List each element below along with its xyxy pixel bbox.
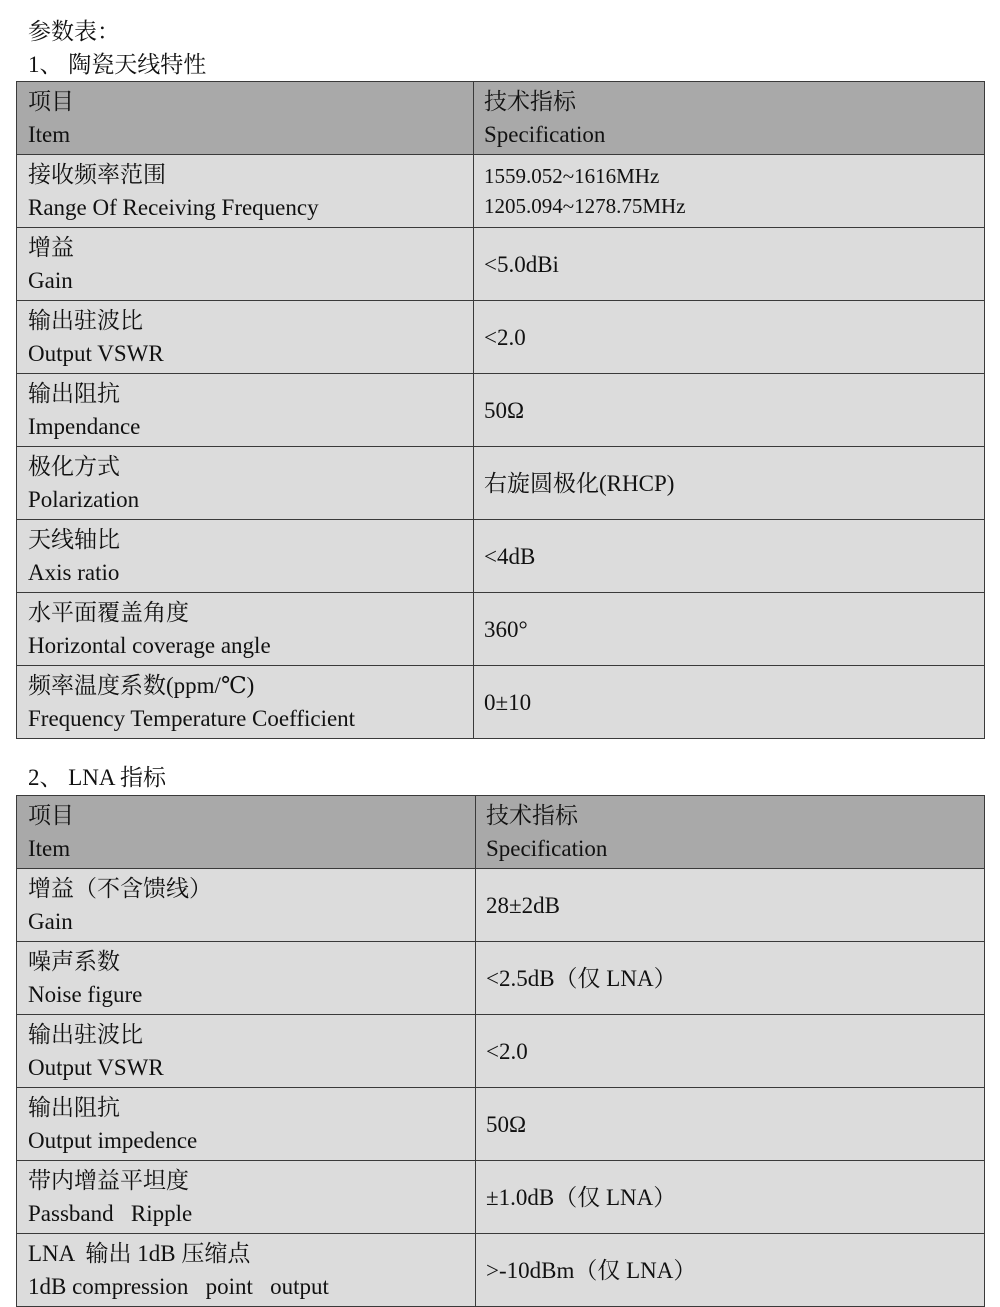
header-spec-en: Specification [484, 122, 606, 147]
item-en: Range Of Receiving Frequency [28, 195, 319, 220]
item-cn: 输出阻抗 [28, 381, 120, 406]
table-row [17, 228, 985, 301]
header-spec-cell [476, 796, 985, 869]
lna-spec-table [16, 795, 985, 1307]
header-item-en: Item [28, 122, 71, 147]
item-en: Polarization [28, 487, 140, 512]
item-cn: LNA 输出 1dB 压缩点 [28, 1241, 251, 1266]
item-en: Output impedence [28, 1128, 198, 1153]
item-cell [17, 301, 474, 374]
table-row [17, 1015, 985, 1088]
item-cn: 增益 [28, 235, 74, 260]
spec-value: ±1.0dB（仅 LNA） [476, 1161, 985, 1234]
item-cn: 频率温度系数(ppm/℃) [28, 673, 255, 698]
table-row [17, 155, 985, 228]
table-row [17, 301, 985, 374]
item-en: Output VSWR [28, 1055, 164, 1080]
spec-cell [474, 155, 985, 228]
item-en: Gain [28, 909, 73, 934]
document-title: 参数表： [28, 19, 120, 44]
item-cell [17, 942, 476, 1015]
item-cell [17, 228, 474, 301]
table-row [17, 1234, 985, 1307]
item-cn: 天线轴比 [28, 527, 120, 552]
header-spec-en: Specification [486, 836, 608, 861]
header-item-cell [17, 82, 474, 155]
item-en: 1dB compression point output [28, 1274, 329, 1299]
item-cn: 接收频率范围 [28, 162, 166, 187]
item-en: Impendance [28, 414, 141, 439]
table-row [17, 593, 985, 666]
spec-value: <4dB [474, 520, 985, 593]
item-cn: 水平面覆盖角度 [28, 600, 189, 625]
item-en: Frequency Temperature Coefficient [28, 706, 356, 731]
spec-value: <2.0 [474, 301, 985, 374]
table-row [17, 374, 985, 447]
spec-value: 0±10 [474, 666, 985, 739]
item-cn: 极化方式 [28, 454, 120, 479]
item-en: Horizontal coverage angle [28, 633, 271, 658]
ceramic-antenna-spec-table [16, 81, 985, 739]
item-cn: 输出驻波比 [28, 308, 143, 333]
header-item-cn: 项目 [28, 803, 74, 828]
spec-value: <5.0dBi [474, 228, 985, 301]
item-en: Gain [28, 268, 73, 293]
header-spec-cell [474, 82, 985, 155]
table-row [17, 666, 985, 739]
spec-value: 50Ω [474, 374, 985, 447]
spec-value: <2.0 [476, 1015, 985, 1088]
header-item-en: Item [28, 836, 71, 861]
item-cell [17, 1161, 476, 1234]
spec-value: 1205.094~1278.75MHz [484, 194, 686, 218]
item-cell [17, 447, 474, 520]
item-en: Passband Ripple [28, 1201, 193, 1226]
item-en: Noise figure [28, 982, 143, 1007]
item-en: Axis ratio [28, 560, 120, 585]
item-cell [17, 666, 474, 739]
item-cn: 增益（不含馈线） [28, 876, 212, 901]
item-cell [17, 1234, 476, 1307]
item-cell [17, 869, 476, 942]
table-row [17, 447, 985, 520]
table-header-row [17, 796, 985, 869]
item-cn: 噪声系数 [28, 949, 120, 974]
item-en: Output VSWR [28, 341, 164, 366]
table-row [17, 1161, 985, 1234]
header-item-cn: 项目 [28, 89, 74, 114]
item-cell [17, 155, 474, 228]
header-spec-cn: 技术指标 [486, 803, 578, 828]
spec-value: 360° [474, 593, 985, 666]
spec-value: >-10dBm（仅 LNA） [476, 1234, 985, 1307]
header-spec-cn: 技术指标 [484, 89, 576, 114]
header-item-cell [17, 796, 476, 869]
item-cn: 输出驻波比 [28, 1022, 143, 1047]
table-row [17, 520, 985, 593]
spec-value: <2.5dB（仅 LNA） [476, 942, 985, 1015]
table-row [17, 869, 985, 942]
table-row [17, 942, 985, 1015]
section-2-heading: 2、 LNA 指标 [28, 765, 166, 790]
spec-value: 50Ω [476, 1088, 985, 1161]
item-cell [17, 374, 474, 447]
table-header-row [17, 82, 985, 155]
spec-value: 28±2dB [476, 869, 985, 942]
spec-value: 1559.052~1616MHz [484, 164, 660, 188]
table-row [17, 1088, 985, 1161]
section-1-heading: 1、 陶瓷天线特性 [28, 52, 207, 77]
item-cn: 带内增益平坦度 [28, 1168, 189, 1193]
item-cell [17, 1015, 476, 1088]
spec-value: 右旋圆极化(RHCP) [474, 447, 985, 520]
item-cn: 输出阻抗 [28, 1095, 120, 1120]
item-cell [17, 1088, 476, 1161]
item-cell [17, 520, 474, 593]
item-cell [17, 593, 474, 666]
